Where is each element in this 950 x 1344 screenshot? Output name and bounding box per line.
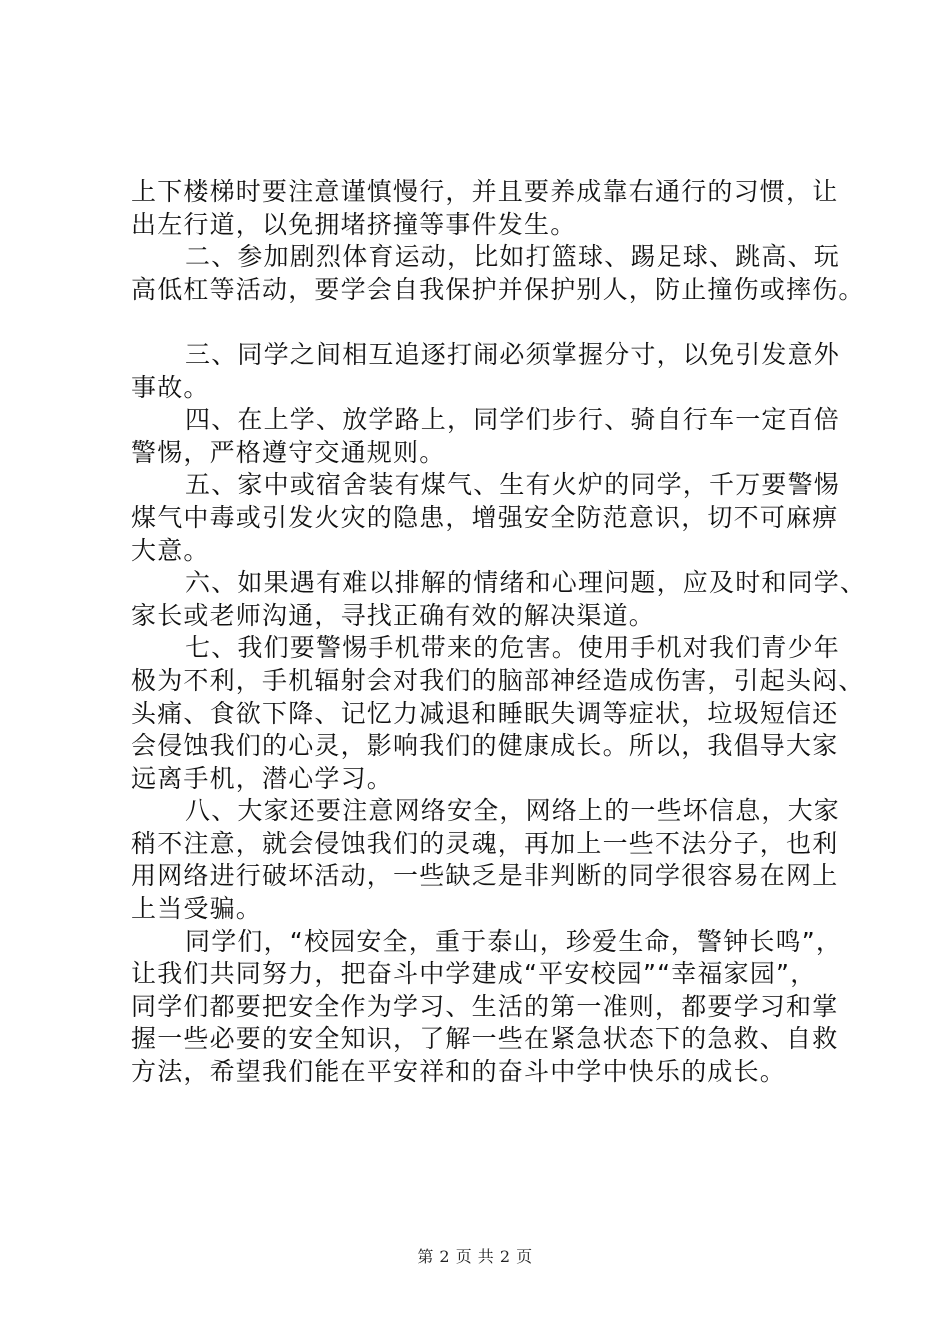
page-footer: 第 2 页 共 2 页 [417, 1247, 533, 1266]
paragraph-line: 出左行道，以免拥堵挤撞等事件发生。 [131, 209, 577, 239]
paragraph-first-line: 五、家中或宿舍装有煤气、生有火炉的同学，千万要警惕 [185, 470, 841, 500]
paragraph-line: 上下楼梯时要注意谨慎慢行，并且要养成靠右通行的习惯，让 [131, 177, 839, 206]
document-body [131, 176, 867, 1089]
paragraph-first-line: 七、我们要警惕手机带来的危害。使用手机对我们青少年 [185, 633, 841, 663]
paragraph-first-line: 六、如果遇有难以排解的情绪和心理问题，应及时和同学、 [185, 568, 867, 598]
paragraph-line: 高低杠等活动，要学会自我保护并保护别人，防止撞伤或摔伤。 [131, 274, 865, 304]
paragraph-line: 会侵蚀我们的心灵，影响我们的健康成长。所以，我倡导大家 [131, 731, 839, 761]
paragraph-line: 极为不利，手机辐射会对我们的脑部神经造成伤害，引起头闷、 [131, 665, 865, 695]
paragraph-line: 方法，希望我们能在平安祥和的奋斗中学中快乐的成长。 [131, 1057, 787, 1087]
paragraph-line: 上当受骗。 [131, 894, 263, 924]
paragraph-line: 事故。 [131, 372, 210, 402]
paragraph-first-line: 三、同学之间相互追逐打闹必须掌握分寸，以免引发意外 [185, 339, 841, 369]
paragraph-line: 警惕，严格遵守交通规则。 [131, 437, 446, 467]
paragraph-line: 大意。 [131, 535, 210, 565]
paragraph-line: 远离手机，潜心学习。 [131, 763, 394, 793]
paragraph-first-line: 八、大家还要注意网络安全，网络上的一些坏信息，大家 [185, 796, 841, 826]
paragraph-first-line: 四、在上学、放学路上，同学们步行、骑自行车一定百倍 [185, 405, 841, 435]
paragraph-line: 煤气中毒或引发火灾的隐患，增强安全防范意识，切不可麻痹 [131, 502, 839, 532]
paragraph-line: 让我们共同努力，把奋斗中学建成“平安校园”“幸福家园”， [131, 959, 817, 989]
paragraph-line: 头痛、食欲下降、记忆力减退和睡眠失调等症状，垃圾短信还 [131, 698, 839, 728]
paragraph-line: 用网络进行破坏活动，一些缺乏是非判断的同学很容易在网上 [131, 861, 839, 891]
paragraph-line: 同学们都要把安全作为学习、生活的第一准则，都要学习和掌 [131, 991, 839, 1021]
blank-line [131, 306, 843, 339]
paragraph-line: 家长或老师沟通，寻找正确有效的解决渠道。 [131, 600, 656, 630]
paragraph-first-line: 同学们，“校园安全，重于泰山，珍爱生命，警钟长鸣”， [185, 926, 843, 956]
paragraph-line: 稍不注意，就会侵蚀我们的灵魂，再加上一些不法分子，也利 [131, 828, 839, 858]
paragraph-line: 握一些必要的安全知识，了解一些在紧急状态下的急救、自救 [131, 1024, 839, 1054]
paragraph-first-line: 二、参加剧烈体育运动，比如打篮球、踢足球、跳高、玩 [185, 242, 841, 272]
